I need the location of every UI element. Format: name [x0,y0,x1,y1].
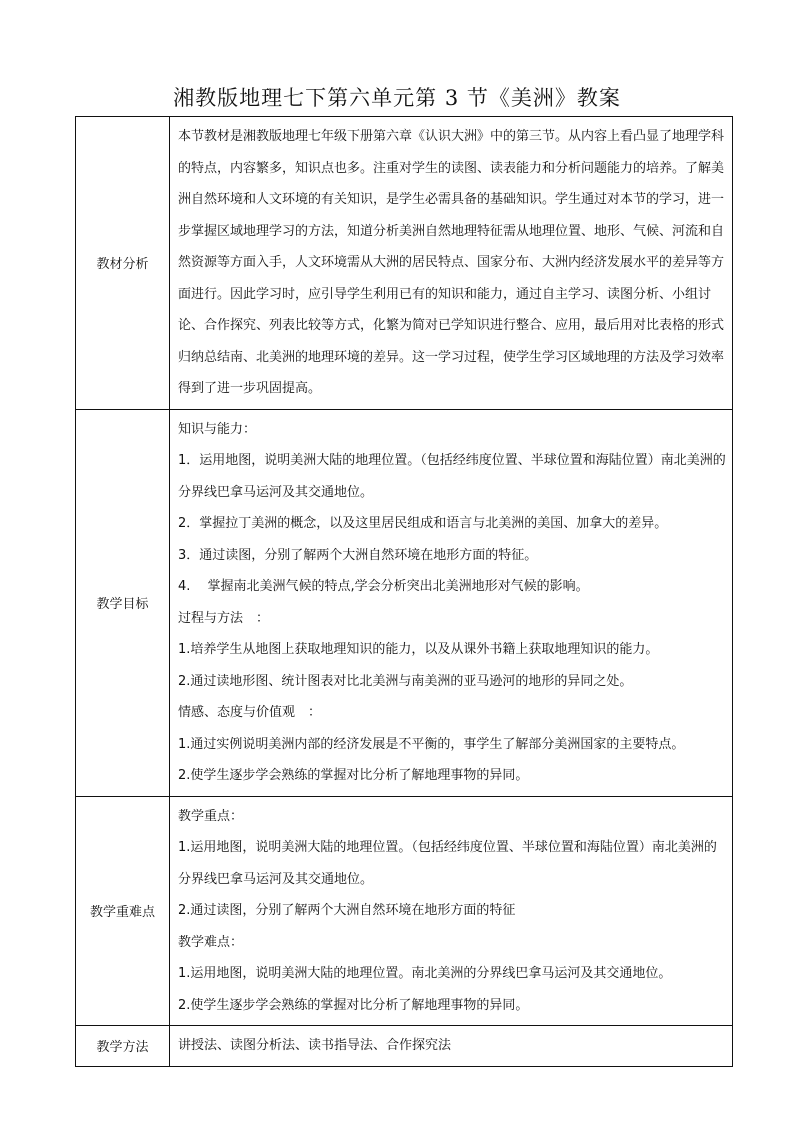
key-point-line: 2.使学生逐步学会熟练的掌握对比分析了解地理事物的异同。 [178,997,529,1013]
objective-line: 1.培养学生从地图上获取地理知识的能力，以及从课外书籍上获取地理知识的能力。 [178,642,659,657]
table-row-analysis [76,117,733,410]
table-row-objectives [76,409,733,796]
key-point-line: 2.通过读图，分别了解两个大洲自然环境在地形方面的特征 [178,903,516,918]
objective-line: 4. 掌握南北美洲气候的特点,学会分析突出北美洲地形对气候的影响。 [178,579,589,594]
row-label-methods: 教学方法 [76,1026,170,1067]
objective-line: 1．运用地图，说明美洲大陆的地理位置。（包括经纬度位置、半球位置和海陆位置）南北美洲的分界线巴拿马运河及其交通地位。 [178,453,726,500]
objective-line: 过程与方法 ： [178,610,270,626]
key-point-line: 教学重点： [178,808,244,824]
table-row-methods [76,1026,733,1067]
key-point-line: 1.运用地图，说明美洲大陆的地理位置。（包括经纬度位置、半球位置和海陆位置）南北美洲的分界线巴拿马运河及其交通地位。 [178,840,717,887]
methods-text: 讲授法、读图分析法、读书指导法、合作探究法 [178,1038,452,1053]
objective-line: 2．掌握拉丁美洲的概念，以及这里居民组成和语言与北美洲的美国、加拿大的差异。 [178,516,668,531]
row-content-objectives [170,409,733,796]
row-label-key-points: 教学重难点 [76,796,170,1026]
objective-line: 情感、态度与价值观 ： [178,705,322,720]
document-title: 湘教版地理七下第六单元第 3 节《美洲》教案 [173,86,621,110]
key-point-line: 教学难点： [178,934,244,950]
table-row-key-points [76,796,733,1026]
objective-line: 知识与能力： [178,421,257,437]
row-content-methods [170,1026,733,1067]
objective-line: 3．通过读图，分别了解两个大洲自然环境在地形方面的特征。 [178,547,538,563]
objective-line: 2.使学生逐步学会熟练的掌握对比分析了解地理事物的异同。 [178,768,529,783]
row-label-analysis: 教材分析 [76,117,170,410]
lesson-plan-table [75,116,733,1067]
analysis-text: 本节教材是湘教版地理七年级下册第六章《认识大洲》中的第三节。从内容上看凸显了地理学科的特点，内容繁多，知识点也多。注重对学生的读图、读表能力和分析问题能力的培养。了解美洲自然环境和人文环境的有关知识，是学生必需具备的基础知识。学生通过对本节的学习，进一步掌握区域地理学习的方法，知道分析美洲自然地理特征需从地理位置、地形、气候、河流和自然资源等方面入手，人文环境需从大洲的居民特点、国家分布、大洲内经济发展水平的差异等方面进行。因此学习时，应引导学生利用已有的知识和能力，通过自主学习、读图分析、小组讨论、合作探究、列表比较等方式，化繁为简对已学知识进行整合、应用，最后用对比表格的形式归纳总结南、北美洲的地理环境的差异。这一学习过程，使学生学习区域地理的方法及学习效率得到了进一步巩固提高。 [178,129,725,396]
row-content-analysis [170,117,733,410]
row-content-key-points [170,796,733,1026]
objective-line: 2.通过读地形图、统计图表对比北美洲与南美洲的亚马逊河的地形的异同之处。 [178,673,633,689]
row-label-objectives: 教学目标 [76,409,170,796]
objective-line: 1.通过实例说明美洲内部的经济发展是不平衡的，事学生了解部分美洲国家的主要特点。 [178,736,685,752]
key-point-line: 1.运用地图，说明美洲大陆的地理位置。南北美洲的分界线巴拿马运河及其交通地位。 [178,966,672,981]
